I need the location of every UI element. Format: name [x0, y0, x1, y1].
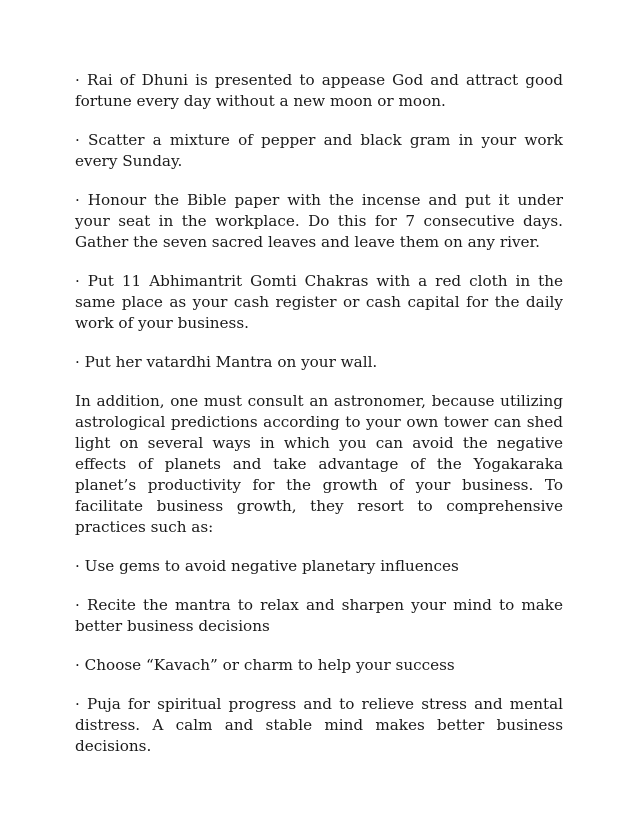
bullet-use-gems: · Use gems to avoid negative planetary influences [75, 557, 459, 575]
bullet-scatter-mixture: · Scatter a mixture of pepper and black gram in your work every Sunday. [75, 131, 563, 170]
bullet-recite-mantra: · Recite the mantra to relax and sharpen your mind to make better business decisions [75, 596, 563, 635]
bullet-gomti-chakras: · Put 11 Abhimantrit Gomti Chakras with a red cloth in the same place as your cash register or cash capital for the daily work of your business. [75, 272, 563, 332]
paragraph-consult-astronomer: In addition, one must consult an astronomer, because utilizing astrological predictions according to your own tower can shed light on several ways in which you can avoid the negative effects of planets and take advantage of the Yogakaraka planet’s productivity for the growth of your business. To facilitate business growth, they resort to comprehensive practices such as: [75, 392, 563, 536]
document-page [75, 70, 563, 775]
bullet-puja: · Puja for spiritual progress and to relieve stress and mental distress. A calm and stable mind makes better business decisions. [75, 695, 563, 755]
bullet-honour-bible-paper: · Honour the Bible paper with the incense and put it under your seat in the workplace. Do this for 7 consecutive days. Gather the seven sacred leaves and leave them on any river. [75, 191, 563, 251]
bullet-vatardhi-mantra: · Put her vatardhi Mantra on your wall. [75, 353, 378, 371]
bullet-rai-of-dhuni: · Rai of Dhuni is presented to appease God and attract good fortune every day without a new moon or moon. [75, 71, 563, 110]
bullet-choose-kavach: · Choose “Kavach” or charm to help your success [75, 656, 455, 674]
